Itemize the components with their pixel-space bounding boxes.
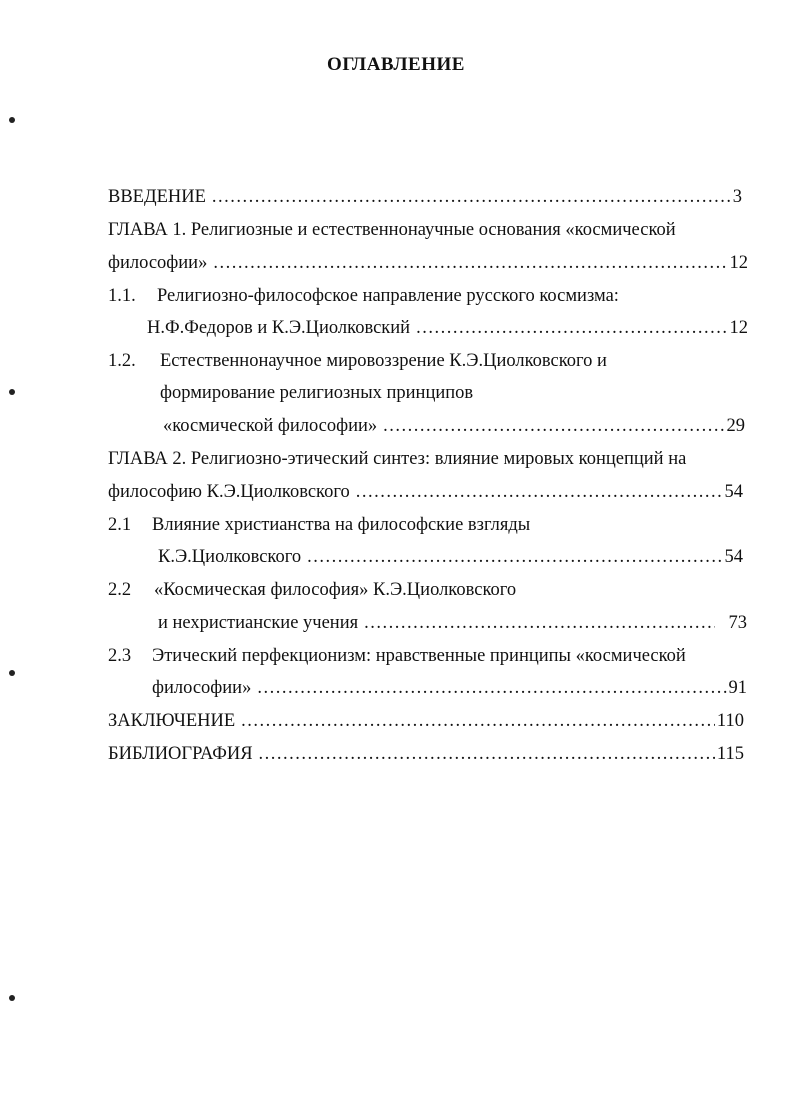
toc-entry-text: ВВЕДЕНИЕ <box>108 187 206 207</box>
dot-leader <box>257 673 726 703</box>
toc-entry-section-1-2-cont2 <box>163 411 745 441</box>
toc-section-number: 2.1 <box>108 515 132 535</box>
toc-entry-text: философии» <box>152 678 252 698</box>
dot-leader <box>212 182 731 212</box>
toc-entry-text: и нехристианские учения <box>158 613 359 633</box>
toc-page-number: 12 <box>729 253 748 273</box>
toc-page-number: 54 <box>724 482 743 502</box>
toc-entry-text: Естественнонаучное мировоззрение К.Э.Циолковского и <box>160 351 607 371</box>
toc-entry-section-2-3 <box>108 641 748 671</box>
dot-leader <box>383 411 724 441</box>
toc-entry-text: К.Э.Циолковского <box>158 547 302 567</box>
toc-entry-chapter-2-cont <box>108 477 743 507</box>
toc-entry-chapter-1 <box>108 215 748 245</box>
toc-entry-introduction <box>108 182 742 212</box>
dot-leader <box>307 542 722 572</box>
toc-section-number: 2.3 <box>108 646 132 666</box>
toc-entry-text: ГЛАВА 2. Религиозно-этический синтез: влияние мировых концепций на <box>108 449 687 469</box>
toc-entry-conclusion <box>108 706 744 736</box>
toc-page-number: 12 <box>729 318 748 338</box>
toc-entry-chapter-2 <box>108 444 748 474</box>
toc-page-number: 91 <box>728 678 747 698</box>
toc-entry-section-1-1 <box>108 281 748 311</box>
toc-entry-section-2-1 <box>108 510 748 540</box>
toc-entry-text: Религиозно-философское направление русского космизма: <box>157 286 619 306</box>
toc-section-number: 2.2 <box>108 580 132 600</box>
toc-entry-section-2-3-cont <box>152 673 747 703</box>
toc-entry-section-1-2 <box>108 346 748 376</box>
margin-speck <box>9 995 15 1001</box>
toc-entry-section-2-2 <box>108 575 748 605</box>
toc-page-number: 54 <box>724 547 743 567</box>
toc-entry-text: формирование религиозных принципов <box>160 383 474 403</box>
dot-leader <box>259 739 715 769</box>
toc-entry-chapter-1-cont <box>108 248 748 278</box>
dot-leader <box>241 706 715 736</box>
toc-entry-section-2-1-cont <box>158 542 743 572</box>
toc-page-number: 115 <box>716 744 744 764</box>
toc-entry-text: «Космическая философия» К.Э.Циолковского <box>154 580 517 600</box>
toc-page-number: 29 <box>726 416 745 436</box>
toc-entry-text: ГЛАВА 1. Религиозные и естественнонаучные основания «космической <box>108 220 676 240</box>
toc-entry-text: ЗАКЛЮЧЕНИЕ <box>108 711 236 731</box>
dot-leader <box>356 477 723 507</box>
toc-entry-section-1-1-cont <box>147 313 748 343</box>
margin-speck <box>9 670 15 676</box>
toc-section-number: 1.1. <box>108 286 136 306</box>
toc-entry-text: БИБЛИОГРАФИЯ <box>108 744 253 764</box>
toc-entry-text: Н.Ф.Федоров и К.Э.Циолковский <box>147 318 411 338</box>
toc-page-number: 73 <box>728 613 747 633</box>
toc-section-number: 1.2. <box>108 351 136 371</box>
page-title: ОГЛАВЛЕНИЕ <box>327 54 465 75</box>
dot-leader <box>364 608 714 638</box>
toc-entry-text: Этический перфекционизм: нравственные принципы «космической <box>152 646 686 666</box>
margin-speck <box>9 389 15 395</box>
toc-page-number: 110 <box>716 711 744 731</box>
toc-entry-text: «космической философии» <box>163 416 378 436</box>
toc-entry-section-1-2-cont <box>160 378 748 408</box>
toc-entry-text: философии» <box>108 253 208 273</box>
toc-entry-bibliography <box>108 739 744 769</box>
toc-entry-text: Влияние христианства на философские взгляды <box>152 515 531 535</box>
dot-leader <box>416 313 727 343</box>
toc-page-number: 3 <box>732 187 742 207</box>
dot-leader <box>213 248 727 278</box>
toc-entry-section-2-2-cont <box>158 608 747 638</box>
toc-entry-text: философию К.Э.Циолковского <box>108 482 350 502</box>
margin-speck <box>9 117 15 123</box>
